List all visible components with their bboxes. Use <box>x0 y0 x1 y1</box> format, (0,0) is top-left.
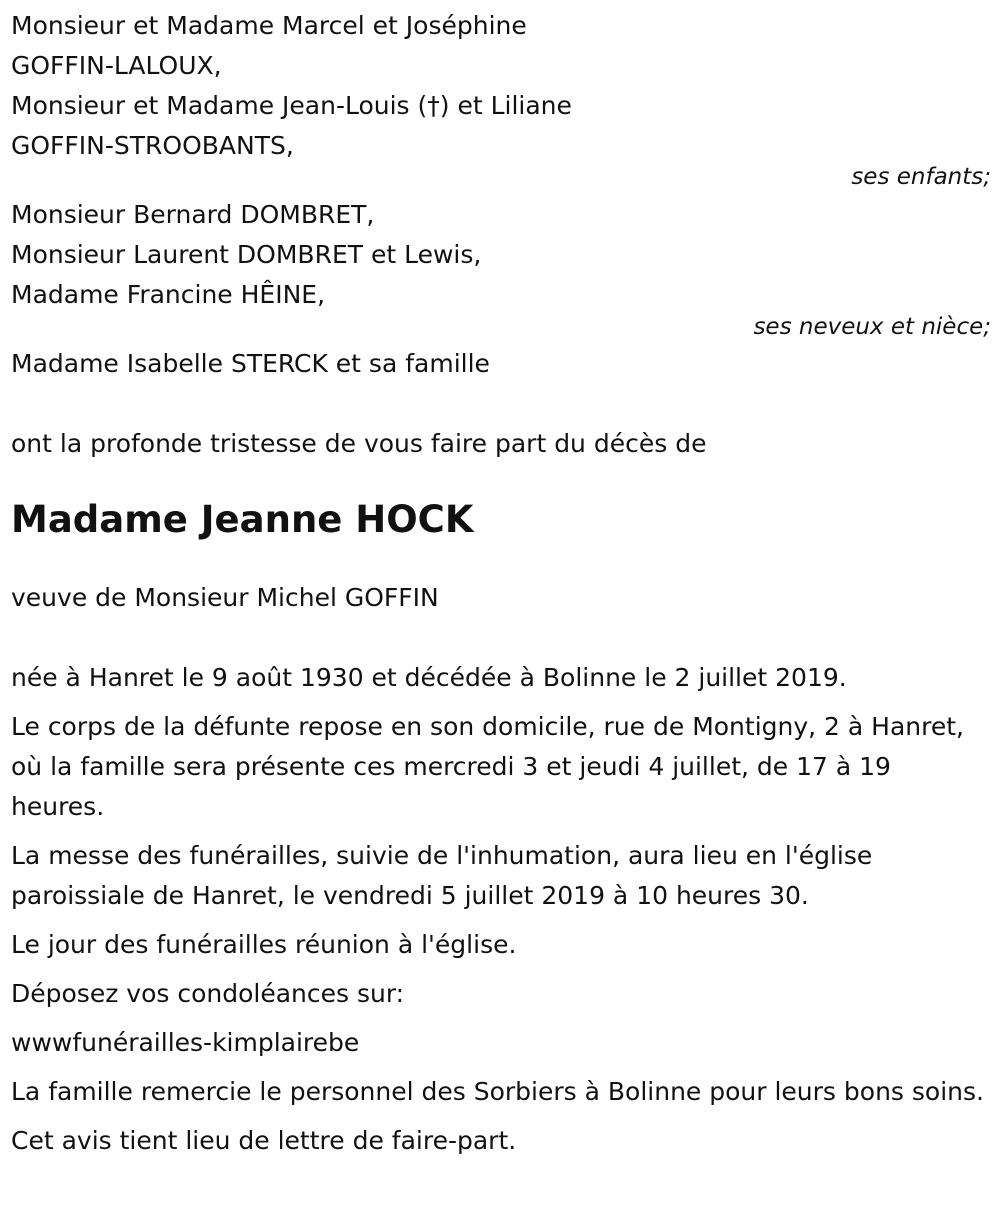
announcement: ont la profonde tristesse de vous faire part du décès de <box>11 429 707 458</box>
rest-details: Le corps de la défunte repose en son domicile, rue de Montigny, 2 à Hanret, où la famille sera présente ces mercredi 3 et jeudi 4 juillet, de 17 à 19 heures. <box>11 712 964 821</box>
birth-death: née à Hanret le 9 août 1930 et décédée à Bolinne le 2 juillet 2019. <box>11 663 847 692</box>
deceased-name: Madame Jeanne HOCK <box>11 498 474 541</box>
child-line: Monsieur et Madame Jean-Louis (†) et Liliane <box>11 91 572 120</box>
children-relation: ses enfants; <box>851 164 991 190</box>
child-line: GOFFIN-STROOBANTS, <box>11 131 294 160</box>
nephews-relation: ses neveux et nièce; <box>753 314 991 340</box>
nephew-line: Monsieur Laurent DOMBRET et Lewis, <box>11 240 482 269</box>
meeting-details: Le jour des funérailles réunion à l'église. <box>11 930 517 959</box>
nephew-line: Monsieur Bernard DOMBRET, <box>11 200 375 229</box>
children-group <box>11 6 991 192</box>
other-family: Madame Isabelle STERCK et sa famille <box>11 349 490 378</box>
condolences-label: Déposez vos condoléances sur: <box>11 979 405 1008</box>
child-line: Monsieur et Madame Marcel et Joséphine <box>11 11 527 40</box>
child-line: GOFFIN-LALOUX, <box>11 51 222 80</box>
thanks-note: La famille remercie le personnel des Sorbiers à Bolinne pour leurs bons soins. <box>11 1077 984 1106</box>
notice-statement: Cet avis tient lieu de lettre de faire-part. <box>11 1126 517 1155</box>
condolences-url: wwwfunérailles-kimplairebe <box>11 1028 360 1057</box>
mass-details: La messe des funérailles, suivie de l'inhumation, aura lieu en l'église paroissiale de Hanret, le vendredi 5 juillet 2019 à 10 heures 30. <box>11 841 873 910</box>
obituary-notice <box>11 6 991 1161</box>
nephew-line: Madame Francine HÊINE, <box>11 280 326 309</box>
nephews-group <box>11 195 991 342</box>
widow-of: veuve de Monsieur Michel GOFFIN <box>11 583 439 612</box>
